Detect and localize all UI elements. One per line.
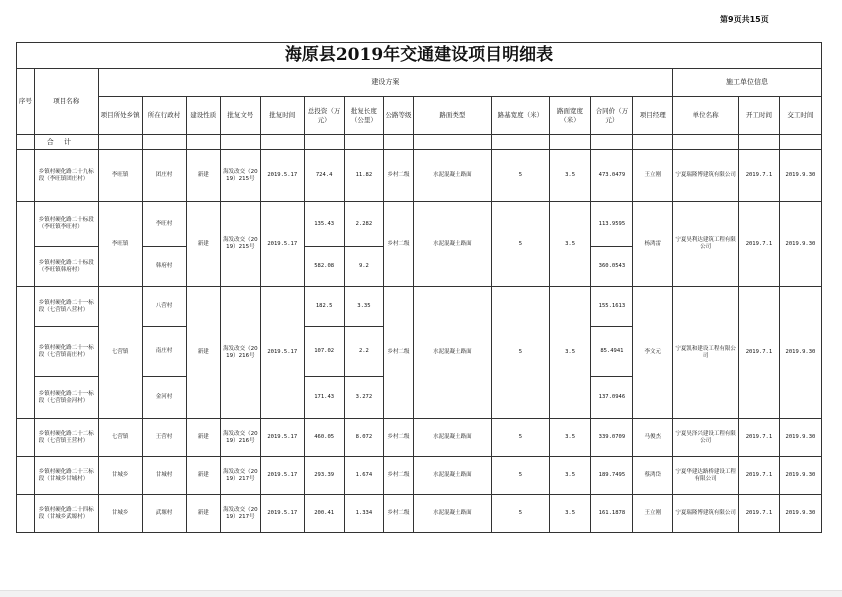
row-investment: 171.43	[304, 377, 344, 419]
header-subgrade-width: 路基宽度（米）	[492, 97, 550, 135]
row-village: 武塬村	[142, 495, 186, 533]
row-investment: 724.4	[304, 150, 344, 202]
row-pavement-width: 3.5	[549, 202, 591, 287]
row-approval-time: 2019.5.17	[260, 202, 304, 287]
row-investment: 107.02	[304, 327, 344, 377]
row-length: 1.334	[344, 495, 384, 533]
row-start-time: 2019.7.1	[739, 495, 780, 533]
header-contract-price: 合同价（万元）	[591, 97, 633, 135]
row-start-time: 2019.7.1	[739, 202, 780, 287]
row-contract-price: 85.4941	[591, 327, 633, 377]
row-company: 宁夏凯和建设工程有限公司	[673, 287, 739, 419]
table-row	[17, 150, 822, 202]
row-road-grade: 乡村二级	[384, 419, 413, 457]
row-subgrade-width: 5	[492, 202, 550, 287]
row-approval-time: 2019.5.17	[260, 287, 304, 419]
row-contract-price: 339.0709	[591, 419, 633, 457]
row-road-grade: 乡村二级	[384, 287, 413, 419]
row-seq	[17, 419, 35, 457]
project-table	[16, 42, 822, 533]
header-nature: 建设性质	[186, 97, 221, 135]
row-contract-price: 155.1613	[591, 287, 633, 327]
row-manager: 马俊杰	[633, 419, 673, 457]
row-end-time: 2019.9.30	[779, 419, 821, 457]
row-start-time: 2019.7.1	[739, 150, 780, 202]
row-length: 2.282	[344, 202, 384, 247]
row-manager: 李文元	[633, 287, 673, 419]
header-township: 项目所处乡镇	[98, 97, 142, 135]
row-manager: 蔡鸿岱	[633, 457, 673, 495]
row-name: 乡镇村硬化路二十九标段（李旺镇团庄村）	[34, 150, 98, 202]
header-investment: 总投资（万元）	[304, 97, 344, 135]
row-subgrade-width: 5	[492, 495, 550, 533]
row-approval-doc: 海发改交（2019）216号	[221, 287, 261, 419]
total-label: 合 计	[34, 135, 98, 150]
row-pavement-width: 3.5	[549, 150, 591, 202]
row-company: 宁夏瑞隆博建筑有限公司	[673, 150, 739, 202]
row-village: 金河村	[142, 377, 186, 419]
row-end-time: 2019.9.30	[779, 202, 821, 287]
row-company: 宁夏瑞隆博建筑有限公司	[673, 495, 739, 533]
table-row	[17, 419, 822, 457]
row-road-grade: 乡村二级	[384, 202, 413, 287]
row-village: 八营村	[142, 287, 186, 327]
row-end-time: 2019.9.30	[779, 287, 821, 419]
row-end-time: 2019.9.30	[779, 495, 821, 533]
row-seq	[17, 202, 35, 287]
row-seq	[17, 287, 35, 419]
row-pavement-type: 水泥混凝土路面	[413, 457, 491, 495]
row-approval-time: 2019.5.17	[260, 457, 304, 495]
row-township: 七营镇	[98, 287, 142, 419]
header-pavement-width: 路面宽度（米）	[549, 97, 591, 135]
row-name: 乡镇村硬化路二十标段（李旺镇韩府村）	[34, 247, 98, 287]
row-investment: 182.5	[304, 287, 344, 327]
table-row	[17, 457, 822, 495]
row-seq	[17, 457, 35, 495]
row-township: 甘城乡	[98, 495, 142, 533]
row-approval-time: 2019.5.17	[260, 150, 304, 202]
header-road-grade: 公路等级	[384, 97, 413, 135]
header-contractor-info: 施工单位信息	[673, 69, 822, 97]
total-seq	[17, 135, 35, 150]
row-road-grade: 乡村二级	[384, 495, 413, 533]
header-length: 批复长度（公里）	[344, 97, 384, 135]
row-subgrade-width: 5	[492, 457, 550, 495]
row-approval-doc: 海发改交（2019）215号	[221, 150, 261, 202]
row-name: 乡镇村硬化路二十标段（李旺镇李旺村）	[34, 202, 98, 247]
row-manager: 王立刚	[633, 150, 673, 202]
row-company: 宁夏昊泽兴建设工程有限公司	[673, 419, 739, 457]
row-pavement-width: 3.5	[549, 457, 591, 495]
row-company: 宁夏华建达路桥建设工程有限公司	[673, 457, 739, 495]
row-seq	[17, 150, 35, 202]
viewer-bottom-bar	[0, 590, 842, 597]
table-row	[17, 495, 822, 533]
header-project-name: 项目名称	[34, 69, 98, 135]
row-contract-price: 161.1878	[591, 495, 633, 533]
table-row	[17, 287, 822, 327]
row-end-time: 2019.9.30	[779, 150, 821, 202]
row-length: 3.35	[344, 287, 384, 327]
row-village: 李旺村	[142, 202, 186, 247]
row-investment: 135.43	[304, 202, 344, 247]
row-contract-price: 189.7495	[591, 457, 633, 495]
row-manager: 王立刚	[633, 495, 673, 533]
row-name: 乡镇村硬化路二十一标段（七营镇南庄村）	[34, 327, 98, 377]
row-road-grade: 乡村二级	[384, 150, 413, 202]
row-contract-price: 360.0543	[591, 247, 633, 287]
row-manager: 杨鸿雷	[633, 202, 673, 287]
header-manager: 项目经理	[633, 97, 673, 135]
header-start-time: 开工时间	[739, 97, 780, 135]
page-title: 海原县2019年交通建设项目明细表	[17, 43, 822, 69]
header-pavement-type: 路面类型	[413, 97, 491, 135]
row-pavement-type: 水泥混凝土路面	[413, 419, 491, 457]
row-length: 8.072	[344, 419, 384, 457]
row-approval-doc: 海发改交（2019）215号	[221, 202, 261, 287]
table-row	[17, 202, 822, 247]
row-length: 1.674	[344, 457, 384, 495]
row-pavement-width: 3.5	[549, 287, 591, 419]
header-village: 所在行政村	[142, 97, 186, 135]
row-investment: 200.41	[304, 495, 344, 533]
header-seq: 序号	[17, 69, 35, 135]
row-village: 王营村	[142, 419, 186, 457]
row-name: 乡镇村硬化路二十四标段（甘城乡武塬村）	[34, 495, 98, 533]
row-township: 甘城乡	[98, 457, 142, 495]
row-approval-doc: 海发改交（2019）216号	[221, 419, 261, 457]
row-seq	[17, 495, 35, 533]
row-road-grade: 乡村二级	[384, 457, 413, 495]
row-investment: 582.08	[304, 247, 344, 287]
header-company: 单位名称	[673, 97, 739, 135]
row-nature: 新建	[186, 287, 221, 419]
row-village: 团庄村	[142, 150, 186, 202]
header-approval-doc: 批复文号	[221, 97, 261, 135]
row-pavement-type: 水泥混凝土路面	[413, 287, 491, 419]
row-start-time: 2019.7.1	[739, 287, 780, 419]
row-subgrade-width: 5	[492, 150, 550, 202]
row-name: 乡镇村硬化路二十二标段（七营镇王营村）	[34, 419, 98, 457]
row-name: 乡镇村硬化路二十一标段（七营镇八营村）	[34, 287, 98, 327]
row-subgrade-width: 5	[492, 419, 550, 457]
row-approval-time: 2019.5.17	[260, 495, 304, 533]
row-village: 南庄村	[142, 327, 186, 377]
total-row	[17, 135, 822, 150]
project-sheet	[16, 42, 822, 533]
row-nature: 新建	[186, 150, 221, 202]
row-company: 宁夏昊利达建筑工程有限公司	[673, 202, 739, 287]
row-end-time: 2019.9.30	[779, 457, 821, 495]
header-construction-plan: 建设方案	[98, 69, 673, 97]
row-length: 3.272	[344, 377, 384, 419]
row-township: 李旺镇	[98, 150, 142, 202]
row-pavement-type: 水泥混凝土路面	[413, 202, 491, 287]
row-pavement-width: 3.5	[549, 495, 591, 533]
row-start-time: 2019.7.1	[739, 419, 780, 457]
row-nature: 新建	[186, 495, 221, 533]
row-nature: 新建	[186, 419, 221, 457]
row-township: 七营镇	[98, 419, 142, 457]
row-approval-doc: 海发改交（2019）217号	[221, 457, 261, 495]
row-village: 甘城村	[142, 457, 186, 495]
row-contract-price: 113.9595	[591, 202, 633, 247]
row-subgrade-width: 5	[492, 287, 550, 419]
row-length: 2.2	[344, 327, 384, 377]
row-township: 李旺镇	[98, 202, 142, 287]
row-pavement-type: 水泥混凝土路面	[413, 495, 491, 533]
row-pavement-type: 水泥混凝土路面	[413, 150, 491, 202]
row-contract-price: 473.0479	[591, 150, 633, 202]
row-length: 9.2	[344, 247, 384, 287]
row-nature: 新建	[186, 457, 221, 495]
row-investment: 293.39	[304, 457, 344, 495]
row-length: 11.82	[344, 150, 384, 202]
row-contract-price: 137.0946	[591, 377, 633, 419]
row-name: 乡镇村硬化路二十三标段（甘城乡甘城村）	[34, 457, 98, 495]
row-start-time: 2019.7.1	[739, 457, 780, 495]
row-approval-doc: 海发改交（2019）217号	[221, 495, 261, 533]
row-pavement-width: 3.5	[549, 419, 591, 457]
row-approval-time: 2019.5.17	[260, 419, 304, 457]
row-nature: 新建	[186, 202, 221, 287]
row-village: 韩府村	[142, 247, 186, 287]
header-approval-time: 批复时间	[260, 97, 304, 135]
header-end-time: 交工时间	[779, 97, 821, 135]
row-investment: 460.05	[304, 419, 344, 457]
page-indicator: 第9页共15页	[720, 15, 769, 24]
row-name: 乡镇村硬化路二十一标段（七营镇金河村）	[34, 377, 98, 419]
